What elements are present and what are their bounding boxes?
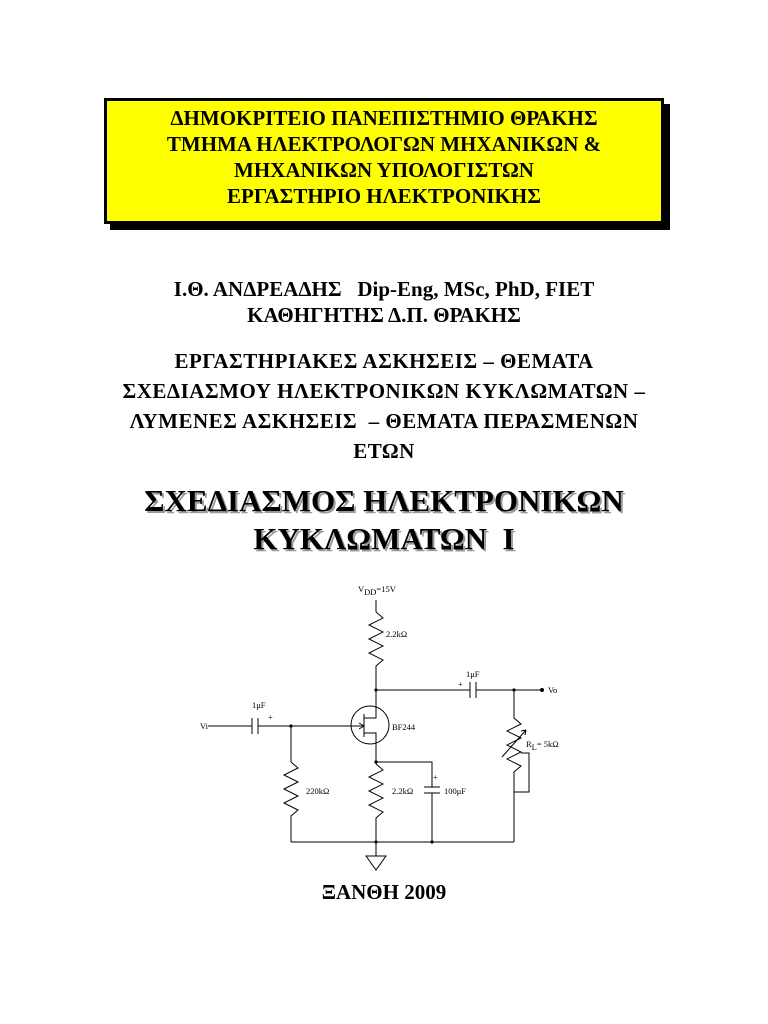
source-resistor (369, 764, 383, 842)
transistor-label: BF244 (392, 722, 416, 732)
junction-dot (289, 724, 292, 727)
author-block (0, 276, 768, 328)
bypass-capacitor-plus: + (433, 772, 438, 782)
university-name: ΔΗΜΟΚΡΙΤΕΙΟ ΠΑΝΕΠΙΣΤΗΜΙΟ ΘΡΑΚΗΣ (170, 106, 598, 130)
ground-rail (291, 792, 514, 856)
load-resistor-wiper (502, 730, 529, 792)
place-year: ΞΑΝΘΗ 2009 (321, 880, 447, 904)
input-capacitor-plus: + (268, 712, 273, 722)
jfet-symbol (351, 706, 389, 744)
course-title-line: ΣΧΕΔΙΑΣΜΟΣ ΗΛΕΚΤΡΟΝΙΚΩΝ (144, 483, 624, 518)
author-position: ΚΑΘΗΓΗΤΗΣ Δ.Π. ΘΡΑΚΗΣ (247, 303, 521, 327)
junction-dot (374, 760, 377, 763)
subtitle-line: ΕΡΓΑΣΤΗΡΙΑΚΕΣ ΑΣΚΗΣΕΙΣ – ΘΕΜΑΤΑ (174, 349, 594, 373)
subtitle-line: ΛΥΜΕΝΕΣ ΑΣΚΗΣΕΙΣ – ΘΕΜΑΤΑ ΠΕΡΑΣΜΕΝΩΝ (129, 409, 639, 433)
drain-wire (376, 690, 470, 710)
subtitle-line: ΣΧΕΔΙΑΣΜΟΥ ΗΛΕΚΤΡΟΝΙΚΩΝ ΚΥΚΛΩΜΑΤΩΝ – (122, 379, 646, 403)
output-capacitor-plus: + (458, 679, 463, 689)
input-capacitor-label: 1μF (252, 700, 266, 710)
load-resistor (507, 690, 521, 792)
gate-resistor-label: 220kΩ (306, 786, 330, 796)
bypass-capacitor (376, 762, 440, 842)
junction-dot (430, 840, 433, 843)
drain-resistor (369, 612, 383, 690)
department-name: ΤΜΗΜΑ ΗΛΕΚΤΡΟΛΟΓΩΝ ΜΗΧΑΝΙΚΩΝ & (166, 132, 602, 156)
circuit-diagram (180, 570, 600, 880)
vdd-label: VDD=15V (358, 584, 396, 597)
ground-icon (366, 856, 386, 870)
course-title (0, 482, 768, 558)
header-box (104, 98, 664, 224)
load-resistor-label: RL= 5kΩ (526, 739, 559, 752)
vin-label: Vi (200, 721, 208, 731)
subtitle-block (0, 346, 768, 466)
laboratory-name: ΕΡΓΑΣΤΗΡΙΟ ΗΛΕΚΤΡΟΝΙΚΗΣ (227, 184, 541, 208)
subtitle-line: ΕΤΩΝ (353, 439, 415, 463)
source-resistor-label: 2.2kΩ (392, 786, 414, 796)
drain-resistor-label: 2.2kΩ (386, 629, 408, 639)
junction-dot (374, 840, 377, 843)
output-capacitor-label: 1μF (466, 669, 480, 679)
vout-terminal-dot (540, 688, 544, 692)
bypass-capacitor-label: 100μF (444, 786, 467, 796)
gate-resistor (284, 762, 298, 842)
junction-dot (374, 688, 377, 691)
input-capacitor (252, 718, 258, 734)
author-name: Ι.Θ. ΑΝΔΡΕΑΔΗΣ Dip-Eng, MSc, PhD, FIET (173, 277, 595, 301)
course-title-line: ΚΥΚΛΩΜΑΤΩΝ Ι (253, 521, 515, 556)
junction-dot (512, 688, 515, 691)
department-name-cont: ΜΗΧΑΝΙΚΩΝ ΥΠΟΛΟΓΙΣΤΩΝ (234, 158, 534, 182)
vout-label: Vo (548, 685, 558, 695)
jfet-channel (356, 710, 376, 764)
